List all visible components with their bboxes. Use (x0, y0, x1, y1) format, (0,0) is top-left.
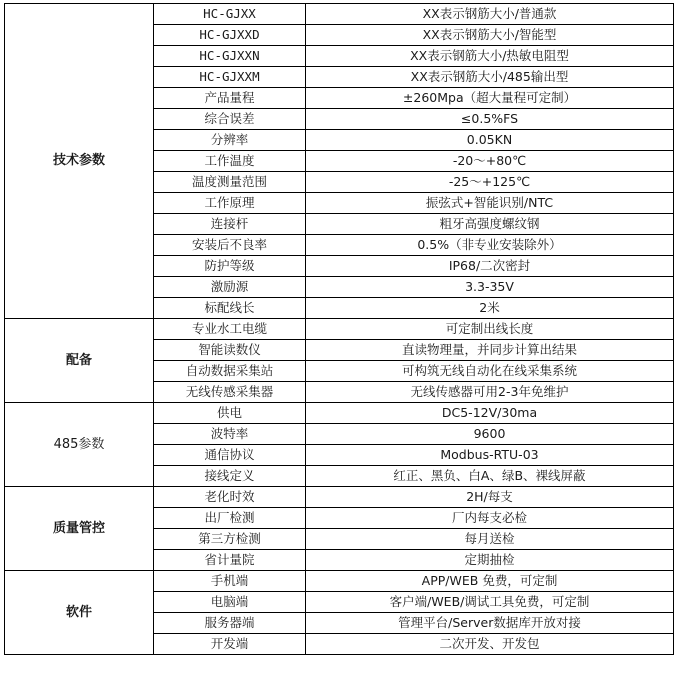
param-value-cell: APP/WEB 免费，可定制 (306, 571, 674, 592)
param-value-cell: DC5-12V/30ma (306, 403, 674, 424)
param-name-cell: 激励源 (154, 277, 306, 298)
param-name-cell: 工作原理 (154, 193, 306, 214)
param-value-cell: ±260Mpa（超大量程可定制） (306, 88, 674, 109)
param-name-cell: 开发端 (154, 634, 306, 655)
param-value-cell: 直读物理量，并同步计算出结果 (306, 340, 674, 361)
param-name-cell: 电脑端 (154, 592, 306, 613)
param-name-cell: 老化时效 (154, 487, 306, 508)
param-name-cell: 无线传感采集器 (154, 382, 306, 403)
section-title: 485参数 (5, 403, 154, 487)
param-name-cell: 第三方检测 (154, 529, 306, 550)
param-value-cell: 二次开发、开发包 (306, 634, 674, 655)
param-name-cell: 专业水工电缆 (154, 319, 306, 340)
param-name-cell: 自动数据采集站 (154, 361, 306, 382)
param-name-cell: 通信协议 (154, 445, 306, 466)
param-value-cell: 客户端/WEB/调试工具免费，可定制 (306, 592, 674, 613)
param-value-cell: 定期抽检 (306, 550, 674, 571)
section-title: 技术参数 (5, 4, 154, 319)
table-row (5, 571, 674, 592)
param-name-cell: 服务器端 (154, 613, 306, 634)
param-value-cell: 可定制出线长度 (306, 319, 674, 340)
param-name-cell: 连接杆 (154, 214, 306, 235)
param-value-cell: 0.05KN (306, 130, 674, 151)
param-value-cell: 每月送检 (306, 529, 674, 550)
param-value-cell: XX表示钢筋大小/485输出型 (306, 67, 674, 88)
param-value-cell: IP68/二次密封 (306, 256, 674, 277)
param-name-cell: HC-GJXXD (154, 25, 306, 46)
param-value-cell: 管理平台/Server数据库开放对接 (306, 613, 674, 634)
table-row (5, 319, 674, 340)
param-value-cell: 厂内每支必检 (306, 508, 674, 529)
spec-table (4, 3, 674, 655)
param-name-cell: 省计量院 (154, 550, 306, 571)
param-name-cell: 防护等级 (154, 256, 306, 277)
param-name-cell: HC-GJXXN (154, 46, 306, 67)
table-row (5, 487, 674, 508)
section-title: 配备 (5, 319, 154, 403)
param-name-cell: 工作温度 (154, 151, 306, 172)
param-name-cell: 标配线长 (154, 298, 306, 319)
spec-table-body (5, 4, 674, 655)
param-name-cell: HC-GJXX (154, 4, 306, 25)
param-value-cell: Modbus-RTU-03 (306, 445, 674, 466)
param-name-cell: 手机端 (154, 571, 306, 592)
param-name-cell: 供电 (154, 403, 306, 424)
table-row (5, 403, 674, 424)
param-value-cell: -20～+80℃ (306, 151, 674, 172)
table-row (5, 4, 674, 25)
param-name-cell: 产品量程 (154, 88, 306, 109)
param-name-cell: 综合误差 (154, 109, 306, 130)
param-value-cell: 红正、黑负、白A、绿B、裸线屏蔽 (306, 466, 674, 487)
param-name-cell: 波特率 (154, 424, 306, 445)
param-value-cell: 无线传感器可用2-3年免维护 (306, 382, 674, 403)
section-title: 质量管控 (5, 487, 154, 571)
param-name-cell: 分辨率 (154, 130, 306, 151)
param-value-cell: 粗牙高强度螺纹钢 (306, 214, 674, 235)
param-name-cell: 温度测量范围 (154, 172, 306, 193)
param-value-cell: ≤0.5%FS (306, 109, 674, 130)
section-title: 软件 (5, 571, 154, 655)
param-value-cell: 2H/每支 (306, 487, 674, 508)
param-value-cell: 3.3-35V (306, 277, 674, 298)
param-name-cell: 出厂检测 (154, 508, 306, 529)
param-value-cell: 9600 (306, 424, 674, 445)
param-value-cell: XX表示钢筋大小/普通款 (306, 4, 674, 25)
param-value-cell: -25～+125℃ (306, 172, 674, 193)
param-value-cell: 振弦式+智能识别/NTC (306, 193, 674, 214)
param-value-cell: 可构筑无线自动化在线采集系统 (306, 361, 674, 382)
param-value-cell: 0.5%（非专业安装除外） (306, 235, 674, 256)
param-name-cell: 智能读数仪 (154, 340, 306, 361)
param-value-cell: 2米 (306, 298, 674, 319)
param-value-cell: XX表示钢筋大小/智能型 (306, 25, 674, 46)
param-name-cell: 接线定义 (154, 466, 306, 487)
param-name-cell: 安装后不良率 (154, 235, 306, 256)
param-name-cell: HC-GJXXM (154, 67, 306, 88)
param-value-cell: XX表示钢筋大小/热敏电阻型 (306, 46, 674, 67)
